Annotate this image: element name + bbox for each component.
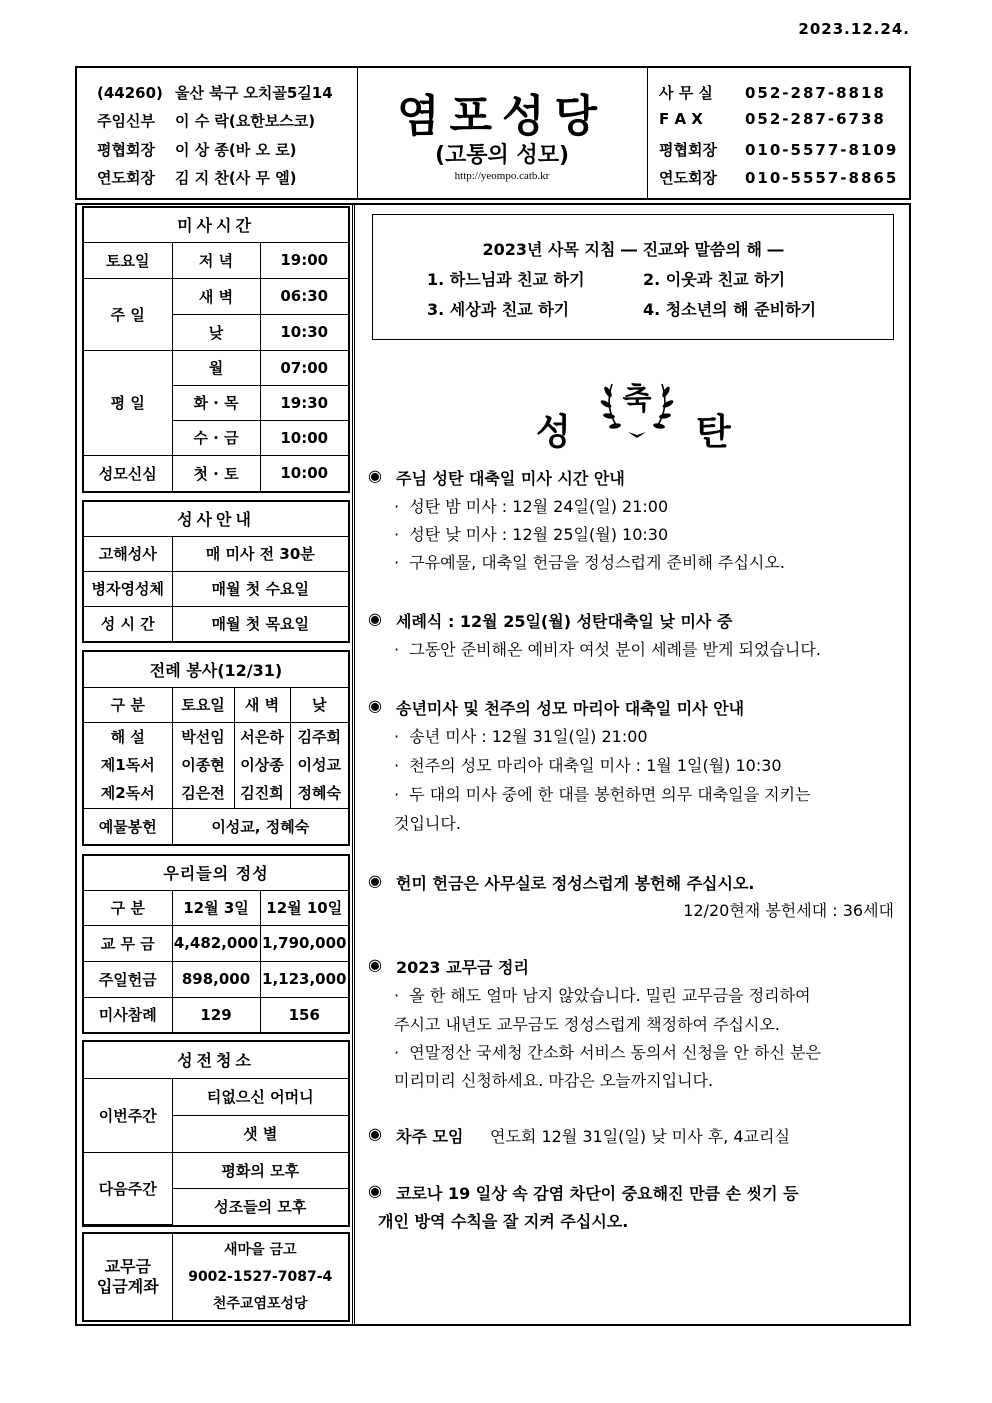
phone-office: 사 무 실 052-287-8818 bbox=[659, 84, 886, 102]
notice-title: 세례식 : 12월 25일(월) 성탄대축일 낮 미사 중 bbox=[396, 612, 733, 631]
church-title-panel bbox=[357, 68, 648, 198]
notice-note: 12/20현재 봉헌세대 : 36세대 bbox=[683, 901, 894, 920]
church-name: 염포성당 bbox=[396, 91, 607, 142]
address-panel bbox=[77, 68, 358, 198]
notice-item: · 두 대의 미사 중에 한 대를 봉헌하면 의무 대축일을 지키는 bbox=[394, 785, 811, 804]
christmas-heading-right: 탄 bbox=[696, 412, 731, 453]
liturgy-day: 김주희 이성교 정혜숙 bbox=[290, 722, 348, 808]
liturgy-title: 전례 봉사(12/31) bbox=[84, 652, 348, 687]
pastor-line: 주임신부 이 수 락(요한보스코) bbox=[97, 112, 316, 130]
column-divider bbox=[352, 203, 355, 1326]
phone-council: 평협회장 010-5577-8109 bbox=[659, 141, 899, 159]
notice-item: · 구유예물, 대축일 헌금을 정성스럽게 준비해 주십시오. bbox=[394, 553, 785, 572]
notice-title: 헌미 헌금은 사무실로 정성스럽게 봉헌해 주십시오. bbox=[396, 874, 755, 893]
emblem-char: 축 bbox=[622, 382, 652, 417]
notice-title: 송년미사 및 천주의 성모 마리아 대축일 미사 안내 bbox=[396, 699, 745, 718]
notice-item-cont: 주시고 내년도 교무금도 정성스럽게 책정하여 주십시오. bbox=[394, 1015, 781, 1034]
christmas-heading-left: 성 bbox=[536, 412, 571, 453]
header-box bbox=[75, 66, 911, 200]
guide-item: 2. 이웃과 친교 하기 bbox=[643, 270, 786, 289]
yeondo-president-line: 연도회장 김 지 찬(사 무 엘) bbox=[97, 169, 297, 187]
guide-item: 3. 세상과 친교 하기 bbox=[427, 300, 570, 319]
notice-item: · 올 한 해도 얼마 남지 않았습니다. 밀린 교무금을 정리하여 bbox=[394, 986, 811, 1005]
notice-bullet-icon: ◉ bbox=[368, 1181, 382, 1200]
liturgy-table: 전례 봉사(12/31) 구 분 토요일 새 벽 낮 해 설 제1독서 제2독서 박선임 이종현 김은전 서은하 이상종 김진희 김주희 이성교 정혜숙 예물봉헌 이성교, 정혜숙 bbox=[82, 650, 350, 846]
notice-text: 연도회 12월 31일(일) 낮 미사 후, 4교리실 bbox=[490, 1127, 790, 1146]
mass-times-title: 미사시간 bbox=[84, 208, 348, 242]
notice-bullet-icon: ◉ bbox=[368, 1124, 382, 1143]
notice-title: 차주 모임 bbox=[396, 1127, 464, 1146]
guide-item: 1. 하느님과 친교 하기 bbox=[427, 270, 585, 289]
notice-title: 2023 교무금 정리 bbox=[396, 958, 529, 977]
notice-item: · 연말정산 국세청 간소화 서비스 동의서 신청을 안 하신 분은 bbox=[394, 1043, 821, 1062]
liturgy-saturday: 박선임 이종현 김은전 bbox=[172, 722, 234, 808]
donations-table: 우리들의 정성 구 분 12월 3일 12월 10일 교 무 금 4,482,000 1,790,000 주일헌금 898,000 1,123,000 미사참례 129 156 bbox=[82, 854, 350, 1034]
account-label: 교무금 입금계좌 bbox=[84, 1234, 172, 1320]
notice-item-cont: 것입니다. bbox=[394, 814, 461, 833]
notice-line: 개인 방역 수칙을 잘 지켜 주십시오. bbox=[378, 1212, 629, 1231]
notice-bullet-icon: ◉ bbox=[368, 609, 382, 628]
liturgy-dawn: 서은하 이상종 김진희 bbox=[234, 722, 290, 808]
phone-yeondo: 연도회장 010-5557-8865 bbox=[659, 169, 899, 187]
sacraments-table: 성사안내 고해성사 매 미사 전 30분 병자영성체 매월 첫 수요일 성 시 간 매월 첫 목요일 bbox=[82, 500, 350, 643]
notice-bullet-icon: ◉ bbox=[368, 871, 382, 890]
phone-panel bbox=[647, 68, 909, 198]
bulletin-date: 2023.12.24. bbox=[798, 20, 910, 38]
church-subtitle: (고통의 성모) bbox=[434, 143, 570, 168]
guide-item: 4. 청소년의 해 준비하기 bbox=[643, 300, 817, 319]
notice-title: 주님 성탄 대축일 미사 시간 안내 bbox=[396, 469, 625, 488]
mass-times-table: 미사시간 토요일 저 녁 19:00 주 일 새 벽 06:30 낮 10:30 평 일 월 07:00 화 · 목 19:30 수 · 금 10:00 성모신심 첫 · 토 10:00 bbox=[82, 206, 350, 493]
notice-item: · 송년 미사 : 12월 31일(일) 21:00 bbox=[394, 727, 648, 746]
guide-title: 2023년 사목 지침 ― 진교와 말씀의 해 ― bbox=[482, 240, 784, 259]
cleaning-table: 성전청소 이번주간 티없으신 어머니 샛 별 다음주간 평화의 모후 성조들의 모후 bbox=[82, 1040, 350, 1227]
notice-bullet-icon: ◉ bbox=[368, 955, 382, 974]
celebration-emblem bbox=[598, 366, 676, 442]
notice-item: · 성탄 낮 미사 : 12월 25일(월) 10:30 bbox=[394, 525, 669, 544]
notice-item-cont: 미리미리 신청하세요. 마감은 오늘까지입니다. bbox=[394, 1071, 714, 1090]
cleaning-title: 성전청소 bbox=[84, 1042, 348, 1078]
notice-line: 코로나 19 일상 속 감염 차단이 중요해진 만큼 손 씻기 등 bbox=[396, 1184, 799, 1203]
address-line: (44260) 울산 북구 오치골5길14 bbox=[97, 84, 333, 102]
donations-title: 우리들의 정성 bbox=[84, 856, 348, 890]
sacraments-title: 성사안내 bbox=[84, 502, 348, 536]
council-president-line: 평협회장 이 상 종(바 오 로) bbox=[97, 141, 297, 159]
notice-item: · 천주의 성모 마리아 대축일 미사 : 1월 1일(월) 10:30 bbox=[394, 756, 782, 775]
account-table bbox=[82, 1232, 350, 1322]
notice-item: · 성탄 밤 미사 : 12월 24일(일) 21:00 bbox=[394, 497, 669, 516]
notice-bullet-icon: ◉ bbox=[368, 466, 382, 485]
liturgy-roles: 해 설 제1독서 제2독서 bbox=[84, 722, 172, 808]
notice-bullet-icon: ◉ bbox=[368, 696, 382, 715]
church-url[interactable]: http://yeompo.catb.kr bbox=[454, 170, 550, 182]
notice-item: · 그동안 준비해온 예비자 여섯 분이 세례를 받게 되었습니다. bbox=[394, 640, 821, 659]
pastoral-guide-box bbox=[372, 214, 894, 340]
account-details: 새마을 금고 9002-1527-7087-4 천주교염포성당 bbox=[172, 1234, 348, 1320]
phone-fax: F A X 052-287-6738 bbox=[659, 110, 886, 128]
